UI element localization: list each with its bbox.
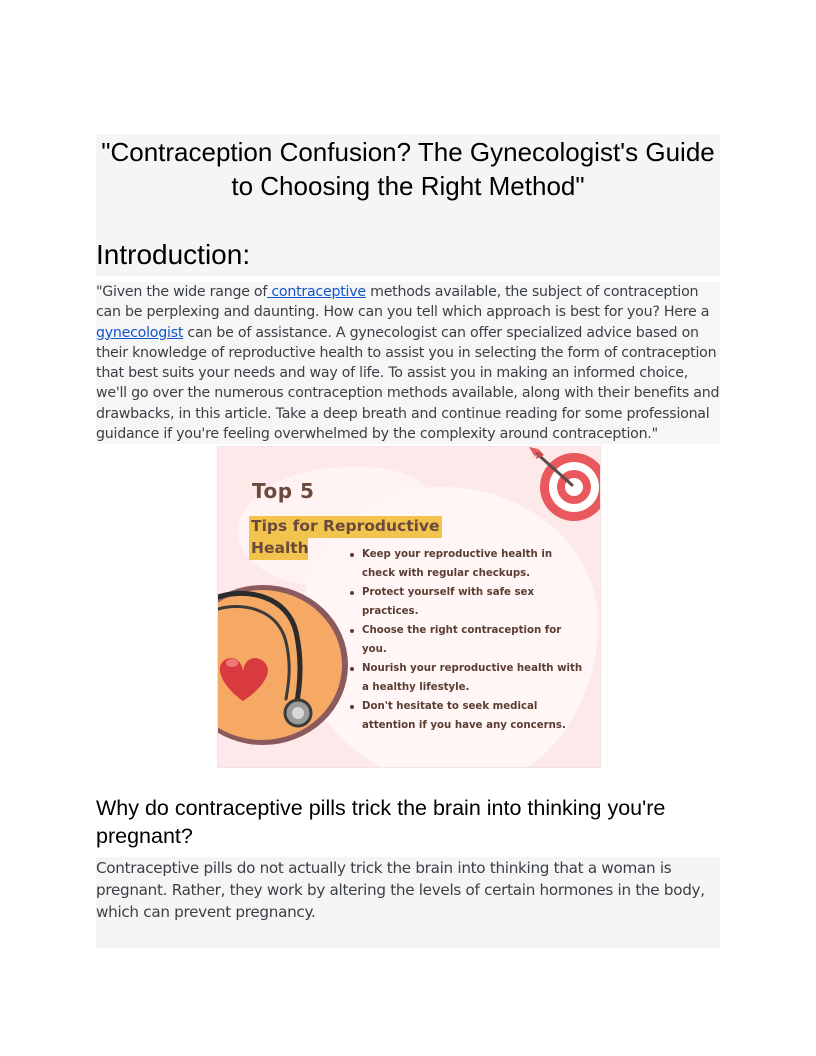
tip-item: [348, 621, 588, 659]
tips-list: [348, 545, 588, 735]
intro-text-end: can be of assistance. A gynecologist can offer specialized advice based on their knowledge of reproductive health to assist you in selecting the form of contraception that best suits your needs and way of life. To assist you in making an informed choice, we'll go over the numerous contraception methods available, along with their benefits and drawbacks, in this article. Take a deep breath and continue reading for some professional guidance if you're feeling overwhelmed by the complexity around contraception.": [96, 324, 720, 443]
answer-section: [96, 857, 720, 948]
stethoscope-heart-icon: [218, 587, 358, 747]
tip-text: Keep your reproductive health in check with regular checkups.: [362, 549, 553, 579]
section-heading: Why do contraceptive pills trick the brain into thinking you're pregnant?: [96, 796, 666, 848]
title-section: [96, 134, 720, 276]
tip-text: Nourish your reproductive health with a healthy lifestyle.: [362, 663, 583, 693]
answer-paragraph: Contraceptive pills do not actually trick the brain into thinking that a woman is pregnant. Rather, they work by altering the levels of certain hormones in the body, which can prevent pregnancy.: [96, 859, 705, 921]
target-dart-icon: [526, 447, 600, 525]
subtitle-line: Health: [251, 539, 309, 557]
contraceptive-link[interactable]: contraceptive: [267, 284, 366, 300]
tip-item: [348, 697, 588, 735]
tip-text: Choose the right contraception for you.: [362, 625, 562, 655]
tip-item: [348, 545, 588, 583]
gynecologist-link[interactable]: gynecologist: [96, 324, 184, 341]
intro-text-middle: methods available, the subject of contraception can be perplexing and daunting. How can you tell which approach is best for you? Here a: [96, 284, 710, 321]
intro-heading: Introduction:: [96, 239, 251, 270]
page-title: "Contraception Confusion? The Gynecologist's Guide to Choosing the Right Method": [101, 137, 715, 201]
tip-text: Don't hesitate to seek medical attention if you have any concerns.: [362, 701, 566, 731]
intro-text-start: "Given the wide range of: [96, 284, 268, 300]
tip-item: [348, 659, 588, 697]
intro-paragraph: [96, 282, 720, 444]
tip-text: Protect yourself with safe sex practices.: [362, 587, 535, 617]
tip-item: [348, 583, 588, 621]
subtitle-line: Tips for Reproductive: [251, 517, 440, 535]
infographic-top-label: Top 5: [252, 479, 315, 503]
reproductive-health-infographic: [217, 446, 601, 768]
bullet-icon: [350, 553, 354, 557]
